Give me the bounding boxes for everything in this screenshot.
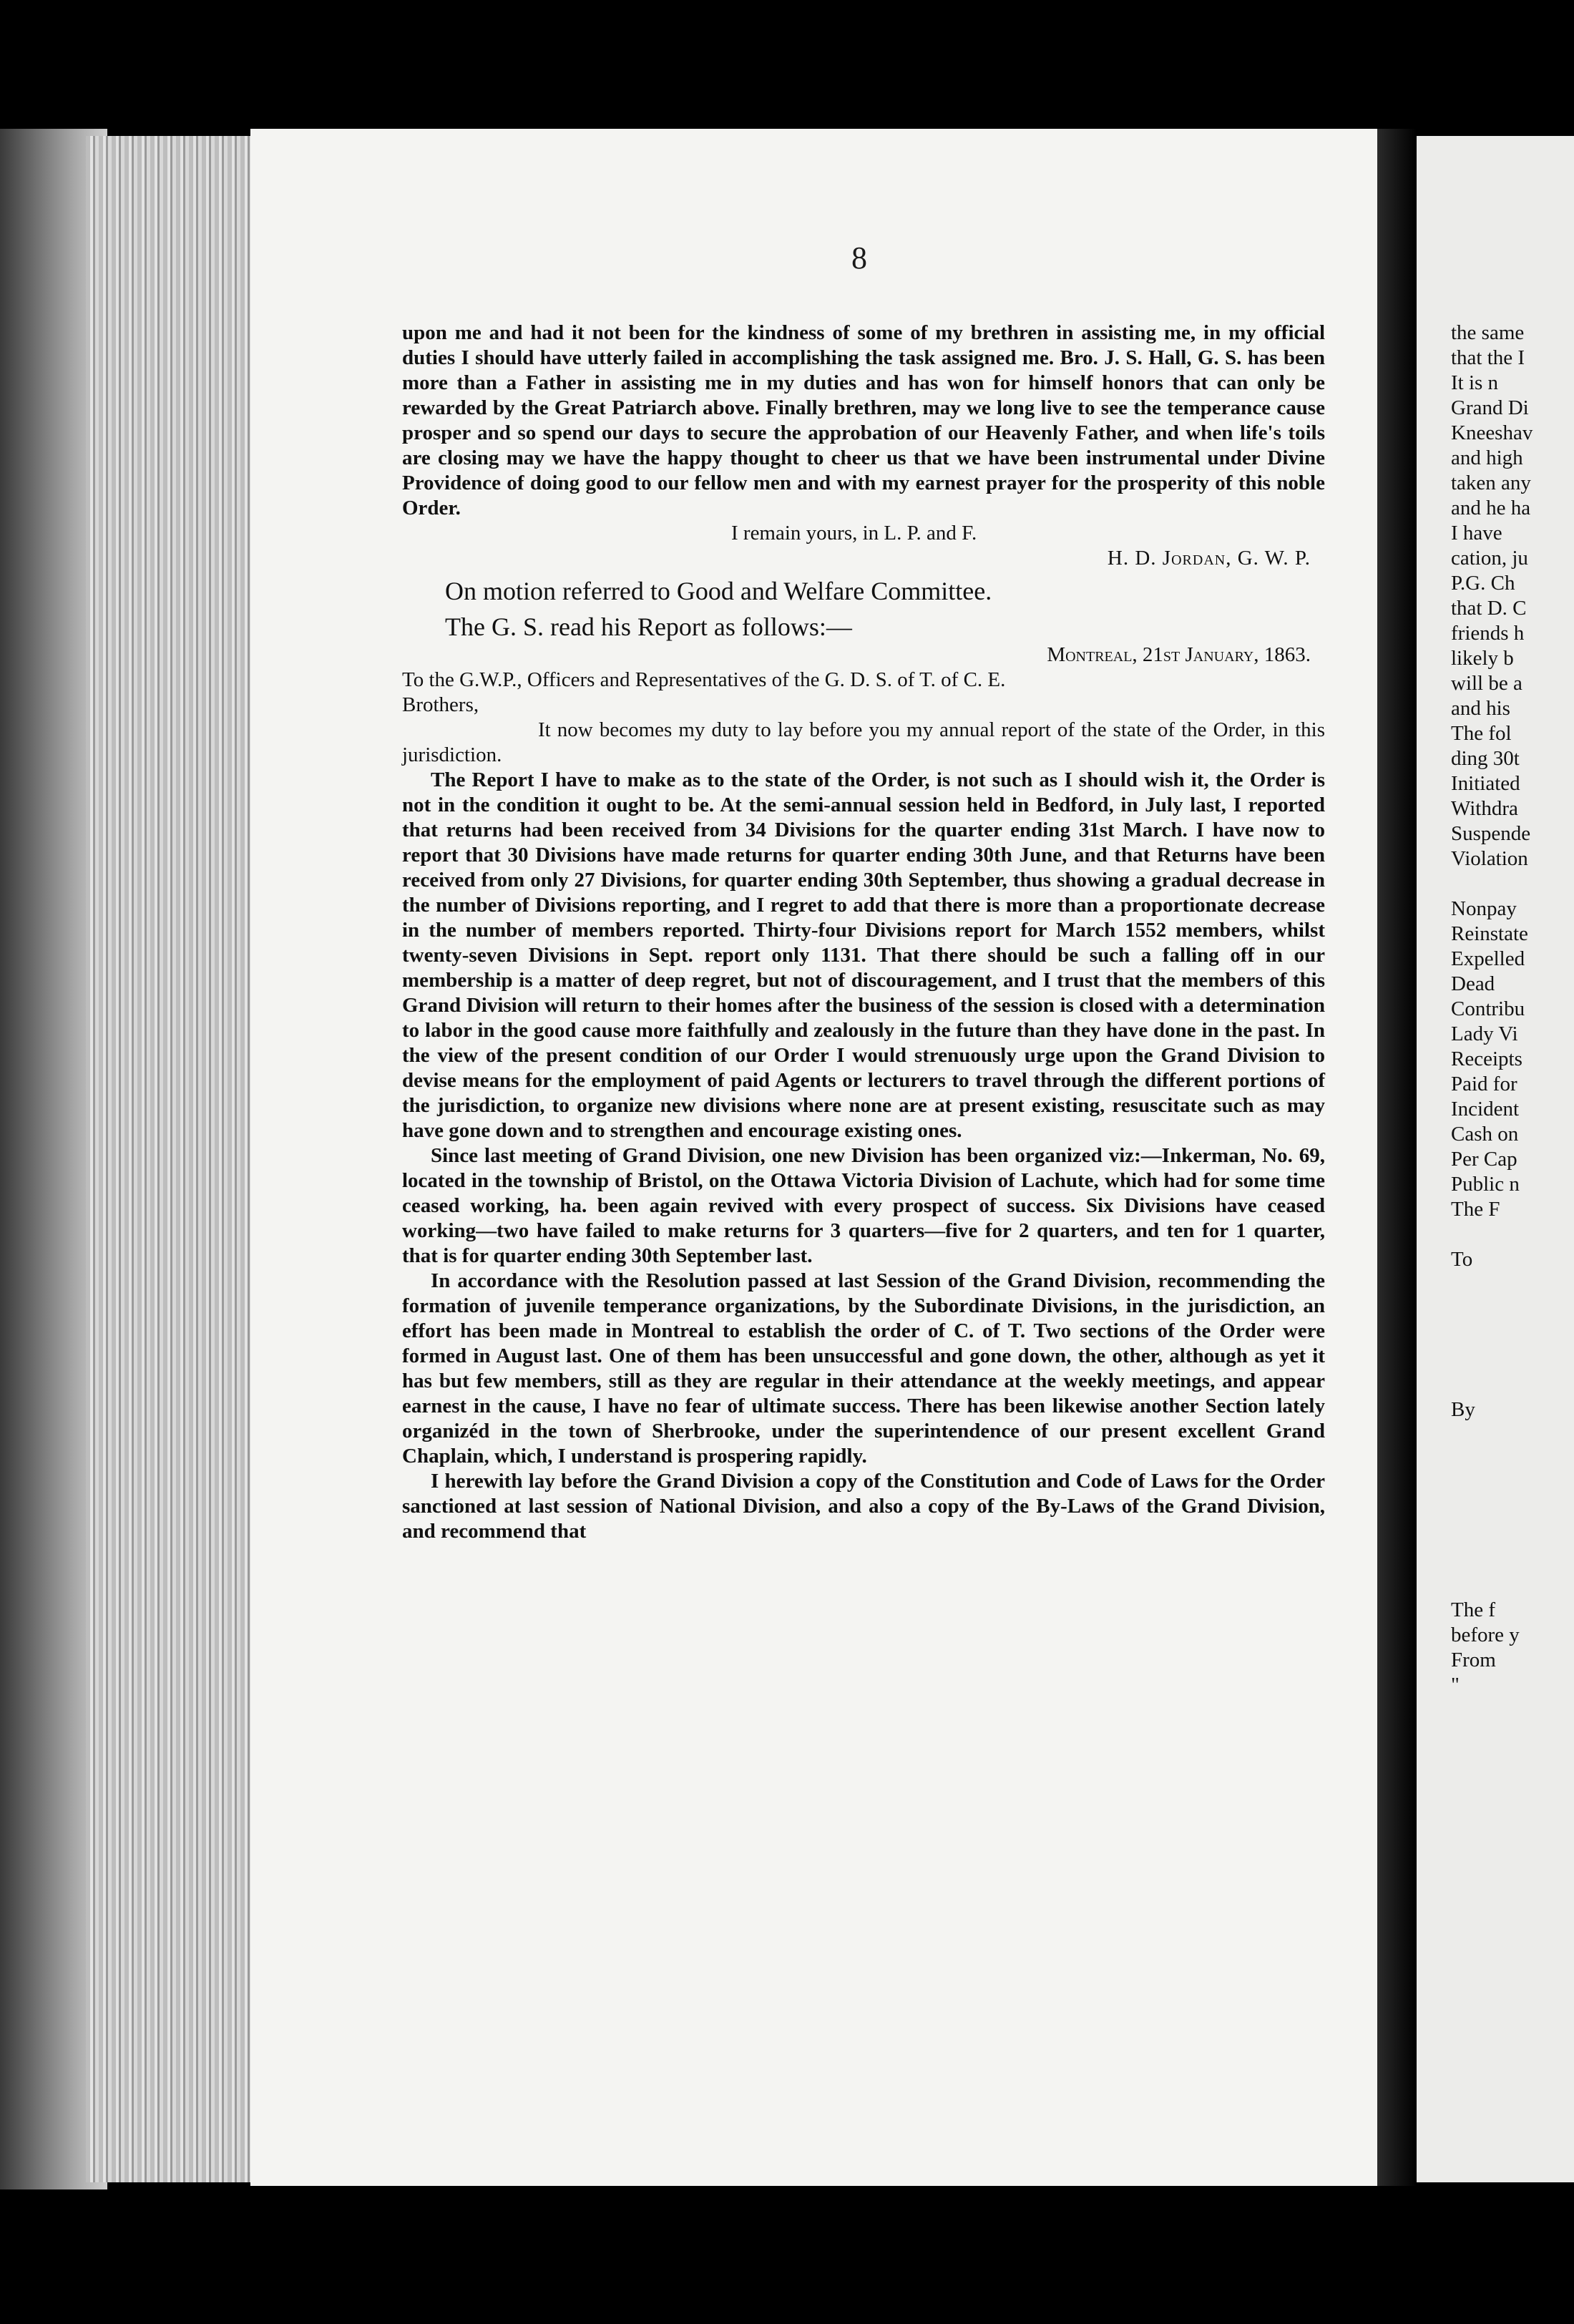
next-page-line (1451, 1447, 1574, 1473)
next-page-line: It is n (1451, 371, 1499, 394)
next-page-line: The f (1451, 1598, 1495, 1621)
salutation: Brothers, (402, 693, 479, 716)
next-page-line: taken any (1451, 472, 1531, 494)
next-page-line (1451, 1322, 1574, 1347)
next-page-line: cation, ju (1451, 547, 1528, 570)
next-page-line: P.G. Ch (1451, 572, 1515, 595)
dateline-text: Montreal, 21st January, 1863. (1047, 643, 1311, 666)
report-paragraph: I herewith lay before the Grand Division a copy of the Constitution and Code of Laws for the Order sanctioned at last session of National Division, and also a copy of the By-Laws of the Grand Division, and recommend that (402, 1470, 1325, 1543)
next-page-line: friends h (1451, 622, 1525, 645)
next-page-line: that D. C (1451, 597, 1527, 620)
next-page-line: " (1451, 1674, 1460, 1696)
next-page-line (1451, 1473, 1574, 1498)
address: To the G.W.P., Officers and Representatives of the G. D. S. of T. of C. E. (402, 668, 1006, 691)
next-page-line: Cash on (1451, 1123, 1519, 1146)
next-page-line: that the I (1451, 346, 1525, 369)
next-page-line: From (1451, 1649, 1496, 1671)
next-page-line: Per Cap (1451, 1148, 1517, 1171)
page-number: 8 (851, 240, 867, 275)
next-page-line: Lady Vi (1451, 1022, 1518, 1045)
next-page-line (1451, 1573, 1574, 1598)
next-page-line: and high (1451, 446, 1523, 469)
closing: I remain yours, in L. P. and F. (731, 522, 977, 545)
report-paragraph: The Report I have to make as to the state of the Order, is not such as I should wish it, the Order is not in the condition it ought to be. At the semi-annual session held in Bedford, in July last, I reported that returns had been received from 34 Divisions for the quarter ending 31st March. I have now to report that 30 Divisions have made returns for quarter ending 30th June, and that Returns have been received from only 27 Divisions, for quarter ending 30th September, thus showing a gradual decrease in the number of Divisions reporting, and I regret to add that there is more than a proportionate decrease in the number of members reported. Thirty-four Divisions report for March 1552 members, whilst twenty-seven Divisions in Sept. report only 1131. That there should be such a falling off in our membership is a matter of deep regret, but not of discouragement, and I trust that the members of this Grand Division will return to their homes after the business of the session is closed with a determination to labor in the good cause more faithfully and zealously in the future than they have done in the past. In the view of the present condition of our Order I would strenuously urge upon the Grand Division to devise means for the employment of paid Agents or lecturers to travel through the different portions of the jurisdiction, to organize new divisions where none are at present existing, resuscitate such as may have gone down and to strengthen and encourage existing ones. (402, 768, 1325, 1142)
signature (402, 546, 1325, 571)
report-paragraph: It now becomes my duty to lay before you my annual report of the state of the Order, in this jurisdiction. (402, 718, 1325, 766)
next-page-line: Kneeshav (1451, 421, 1533, 444)
next-page-line (1451, 1297, 1574, 1322)
next-page-line: Withdra (1451, 797, 1518, 820)
next-page-line: Violation (1451, 847, 1528, 870)
paragraph: upon me and had it not been for the kindness of some of my brethren in assisting me, in my official duties I should have utterly failed in accomplishing the task assigned me. Bro. J. S. Hall, G. S. has been more than a Father in assisting me in my duties and has won for himself honors that can only be rewarded by the Great Patriarch above. Finally brethren, may we long live to see the temperance cause prosper and so spend our days to secure the approbation of our Heavenly Father, and when life's toils are closing may we have the happy thought to cheer us that we have been instrumental under Divine Providence of doing good to our fellow men and with my earnest prayer for the prosperity of this noble Order. (402, 321, 1325, 519)
signature-text: H. D. Jordan, G. W. P. (1107, 547, 1311, 570)
next-page-line (1451, 1548, 1574, 1573)
next-page-line: Grand Di (1451, 396, 1529, 419)
next-page-line (1451, 1523, 1574, 1548)
next-page-line: Incident (1451, 1098, 1520, 1120)
report-paragraph: In accordance with the Resolution passed at last Session of the Grand Division, recommending the formation of juvenile temperance organizations, by the Subordinate Divisions, in the jurisdiction, an effort has been made in Montreal to establish the order of C. of T. Two sections of the Order were formed in August last. One of them has been unsuccessful and gone down, the other, although as yet it has but few members, still as they are regular in their attendance at the weekly meetings, and appear earnest in the cause, I have no fear of ultimate success. There has been likewise another Section lately organizéd in the town of Sherbrooke, under the superintendence of our present excellent Grand Chaplain, which, I understand is prospering rapidly. (402, 1269, 1325, 1468)
page-edges (86, 136, 265, 2182)
next-page-line: ding 30t (1451, 747, 1520, 770)
next-page-line: Reinstate (1451, 922, 1528, 945)
page-body (402, 321, 1325, 1544)
next-page-line: Paid for (1451, 1073, 1517, 1095)
next-page-line: The F (1451, 1198, 1500, 1221)
next-page-line: Contribu (1451, 997, 1525, 1020)
next-page-line: By (1451, 1398, 1475, 1421)
next-page-line: before y (1451, 1624, 1520, 1646)
next-page-line (1451, 872, 1574, 897)
next-page-text (1451, 321, 1574, 1698)
next-page-line: likely b (1451, 647, 1514, 670)
next-page-line: To (1451, 1248, 1473, 1271)
next-page-line: I have (1451, 522, 1502, 545)
next-page-line: will be a (1451, 672, 1522, 695)
next-page-line (1451, 1222, 1574, 1247)
next-page-line: Suspende (1451, 822, 1531, 845)
next-page-line: and his (1451, 697, 1510, 720)
next-page-line (1451, 1372, 1574, 1397)
next-page-line: Receipts (1451, 1048, 1522, 1070)
next-page-line: the same (1451, 321, 1525, 344)
next-page-line (1451, 1347, 1574, 1372)
next-page-line: The fol (1451, 722, 1512, 745)
next-page-line (1451, 1422, 1574, 1447)
next-page-line: and he ha (1451, 497, 1531, 519)
motion-referral: On motion referred to Good and Welfare Committee. (445, 577, 992, 605)
next-page-line: Expelled (1451, 947, 1525, 970)
next-page-line: Public n (1451, 1173, 1520, 1196)
next-page-line: Initiated (1451, 772, 1520, 795)
book-gutter (1377, 129, 1417, 2186)
dateline (402, 643, 1325, 668)
report-paragraph: Since last meeting of Grand Division, one new Division has been organized viz:—Inkerman, No. 69, located in the township of Bristol, on the Ottawa Victoria Division of Lachute, which had for some time ceased working, ha. been again revived with every prospect of success. Six Divisions have ceased working—two have failed to make returns for 3 quarters—five for 2 quarters, and ten for 1 quarter, that is for quarter ending 30th September last. (402, 1144, 1325, 1267)
next-page-line: Dead (1451, 972, 1495, 995)
motion-report: The G. S. read his Report as follows:— (445, 612, 852, 641)
next-page-line (1451, 1272, 1574, 1297)
next-page-line (1451, 1498, 1574, 1523)
next-page-line: Nonpay (1451, 897, 1517, 920)
